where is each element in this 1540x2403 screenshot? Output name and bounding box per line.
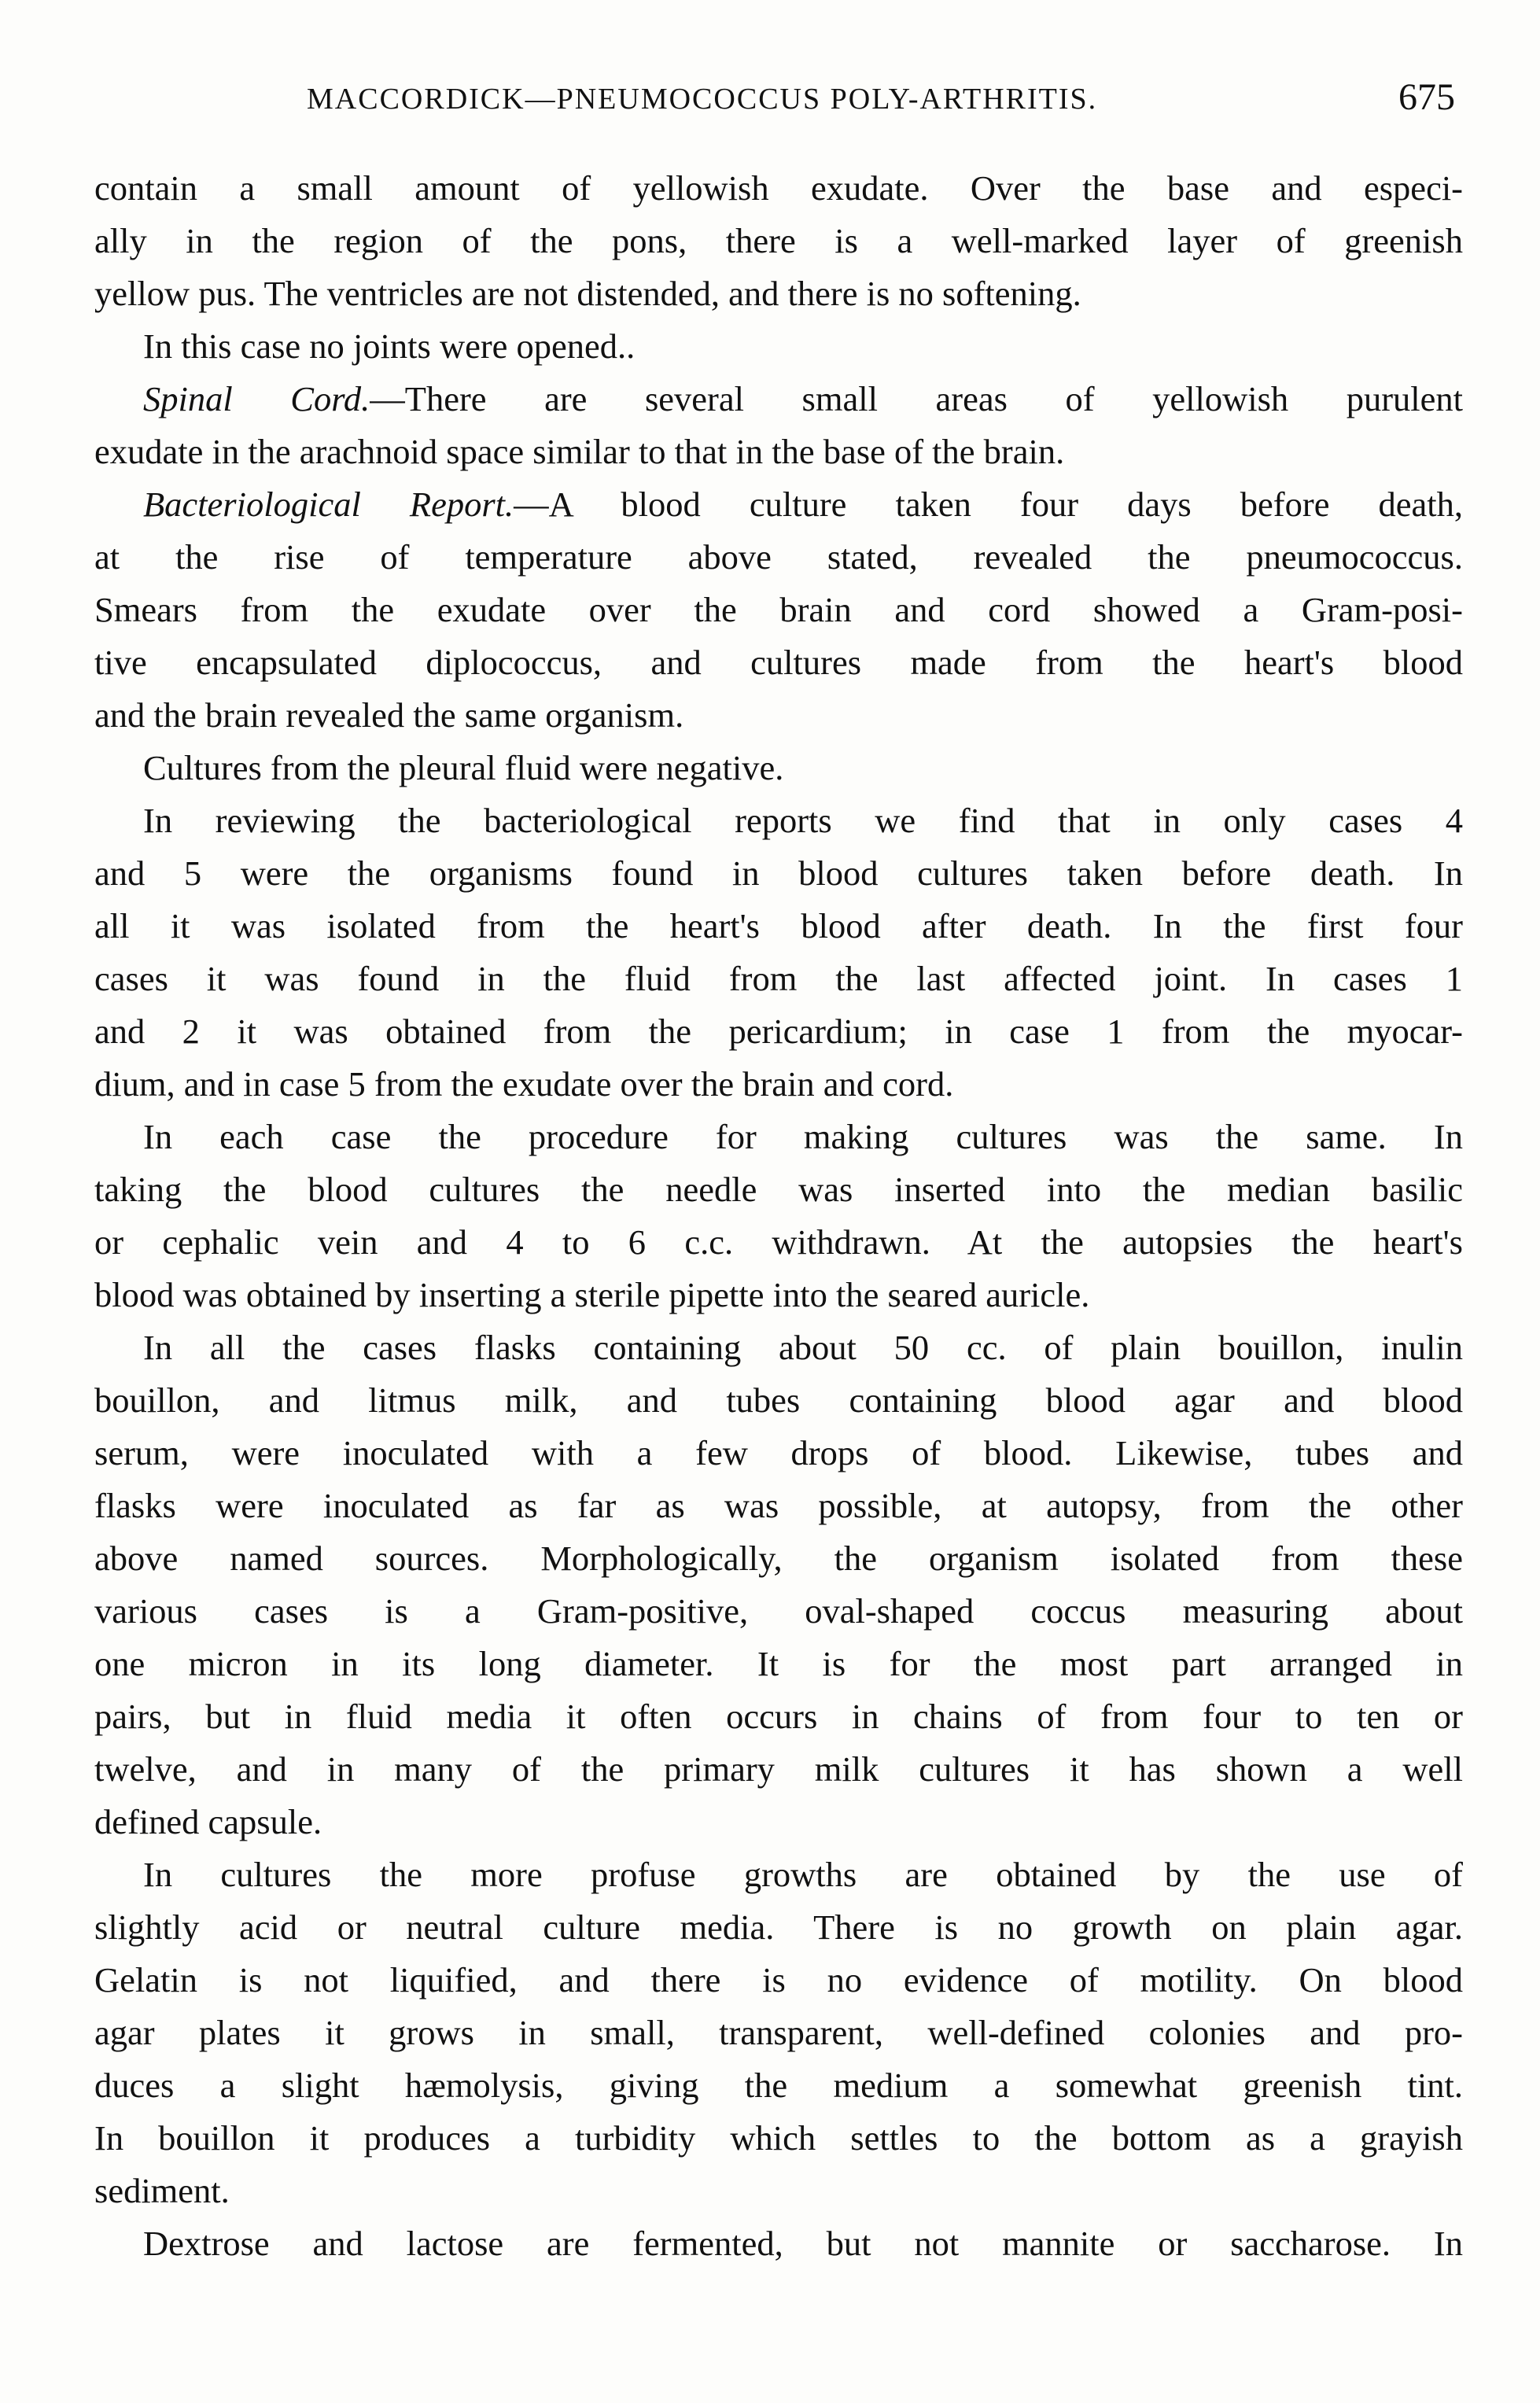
line-text: flasks were inoculated as far as was possible, at autopsy, from the other: [94, 1486, 1463, 1525]
text-line: [94, 1743, 1463, 1796]
line-text: pairs, but in fluid media it often occurs in chains of from four to ten or: [94, 1697, 1463, 1736]
line-text: In bouillon it produces a turbidity which settles to the bottom as a grayish: [94, 2118, 1463, 2158]
text-line: [94, 2007, 1463, 2059]
text-line: [94, 900, 1463, 953]
text-line: [94, 794, 1463, 847]
text-line: [94, 1005, 1463, 1058]
line-text: various cases is a Gram-positive, oval-shaped coccus measuring about: [94, 1591, 1463, 1631]
line-text: sediment.: [94, 2171, 230, 2210]
line-text: twelve, and in many of the primary milk cultures it has shown a well: [94, 1749, 1463, 1789]
line-text: duces a slight hæmolysis, giving the medium a somewhat greenish tint.: [94, 2066, 1463, 2105]
text-line: [94, 1954, 1463, 2007]
text-line: [94, 1480, 1463, 1532]
line-text: one micron in its long diameter. It is for the most part arranged in: [94, 1644, 1463, 1683]
line-text: slightly acid or neutral culture media. There is no growth on plain agar.: [94, 1907, 1463, 1947]
text-line: [94, 2059, 1463, 2112]
text-line: [94, 1374, 1463, 1427]
line-text: exudate in the arachnoid space similar to that in the base of the brain.: [94, 432, 1065, 471]
line-text: at the rise of temperature above stated, revealed the pneumococcus.: [94, 537, 1463, 577]
text-line: [94, 1901, 1463, 1954]
line-text: defined capsule.: [94, 1802, 322, 1841]
text-line: [94, 742, 1463, 794]
line-text: bouillon, and litmus milk, and tubes containing blood agar and blood: [94, 1380, 1463, 1420]
line-text: serum, were inoculated with a few drops of blood. Likewise, tubes and: [94, 1433, 1463, 1472]
page-number: 675: [1398, 76, 1455, 118]
text-line: [94, 426, 1463, 478]
section-heading: Bacteriological Report.: [143, 485, 514, 524]
text-line: [94, 1427, 1463, 1480]
running-title: MACCORDICK—PNEUMOCOCCUS POLY-ARTHRITIS.: [307, 83, 1098, 116]
line-text: contain a small amount of yellowish exudate. Over the base and especi-: [94, 168, 1463, 208]
text-line: [94, 478, 1463, 531]
body-text: [94, 162, 1463, 2270]
line-text: ally in the region of the pons, there is a well-marked layer of greenish: [94, 221, 1463, 260]
text-line: [94, 373, 1463, 426]
text-line: [94, 1163, 1463, 1216]
text-line: [94, 320, 1463, 373]
text-line: [94, 1796, 1463, 1848]
running-head: [87, 76, 1455, 131]
text-line: [94, 1690, 1463, 1743]
text-line: [94, 1585, 1463, 1638]
text-line: [94, 584, 1463, 636]
text-line: [94, 953, 1463, 1005]
text-line: [94, 267, 1463, 320]
line-text: Gelatin is not liquified, and there is no evidence of motility. On blood: [94, 1960, 1463, 1999]
text-line: [94, 1269, 1463, 1321]
text-line: [94, 689, 1463, 742]
line-text: —There are several small areas of yellowish purulent: [370, 379, 1463, 418]
text-line: [94, 162, 1463, 215]
text-line: [94, 1532, 1463, 1585]
text-line: [94, 1058, 1463, 1111]
line-text: In each case the procedure for making cultures was the same. In: [143, 1117, 1463, 1156]
line-text: and the brain revealed the same organism.: [94, 695, 684, 735]
text-line: [94, 847, 1463, 900]
line-text: dium, and in case 5 from the exudate over the brain and cord.: [94, 1064, 954, 1104]
line-text: In all the cases flasks containing about 50 cc. of plain bouillon, inulin: [143, 1328, 1463, 1367]
line-text: taking the blood cultures the needle was inserted into the median basilic: [94, 1170, 1463, 1209]
line-text: agar plates it grows in small, transparent, well-defined colonies and pro-: [94, 2013, 1463, 2052]
text-line: [94, 531, 1463, 584]
text-line: [94, 1638, 1463, 1690]
line-text: all it was isolated from the heart's blood after death. In the first four: [94, 906, 1463, 945]
text-line: [94, 215, 1463, 267]
line-text: yellow pus. The ventricles are not distended, and there is no softening.: [94, 274, 1081, 313]
text-line: [94, 2217, 1463, 2270]
line-text: —A blood culture taken four days before death,: [514, 485, 1464, 524]
line-text: tive encapsulated diplococcus, and cultures made from the heart's blood: [94, 643, 1463, 682]
line-text: Cultures from the pleural fluid were negative.: [143, 748, 784, 787]
text-line: [94, 636, 1463, 689]
line-text: In cultures the more profuse growths are obtained by the use of: [143, 1855, 1463, 1894]
text-line: [94, 2112, 1463, 2165]
line-text: and 5 were the organisms found in blood cultures taken before death. In: [94, 853, 1463, 893]
line-text: above named sources. Morphologically, the organism isolated from these: [94, 1539, 1463, 1578]
line-text: or cephalic vein and 4 to 6 c.c. withdrawn. At the autopsies the heart's: [94, 1222, 1463, 1262]
text-line: [94, 1111, 1463, 1163]
line-text: Smears from the exudate over the brain and cord showed a Gram-posi-: [94, 590, 1463, 629]
line-text: blood was obtained by inserting a sterile pipette into the seared auricle.: [94, 1275, 1090, 1314]
line-text: cases it was found in the fluid from the last affected joint. In cases 1: [94, 959, 1463, 998]
line-text: In this case no joints were opened..: [143, 326, 636, 366]
line-text: and 2 it was obtained from the pericardium; in case 1 from the myocar-: [94, 1012, 1463, 1051]
text-line: [94, 1216, 1463, 1269]
text-line: [94, 2165, 1463, 2217]
text-line: [94, 1321, 1463, 1374]
line-text: Dextrose and lactose are fermented, but not mannite or saccharose. In: [143, 2224, 1463, 2263]
line-text: In reviewing the bacteriological reports we find that in only cases 4: [143, 801, 1463, 840]
text-line: [94, 1848, 1463, 1901]
section-heading: Spinal Cord.: [143, 379, 370, 418]
